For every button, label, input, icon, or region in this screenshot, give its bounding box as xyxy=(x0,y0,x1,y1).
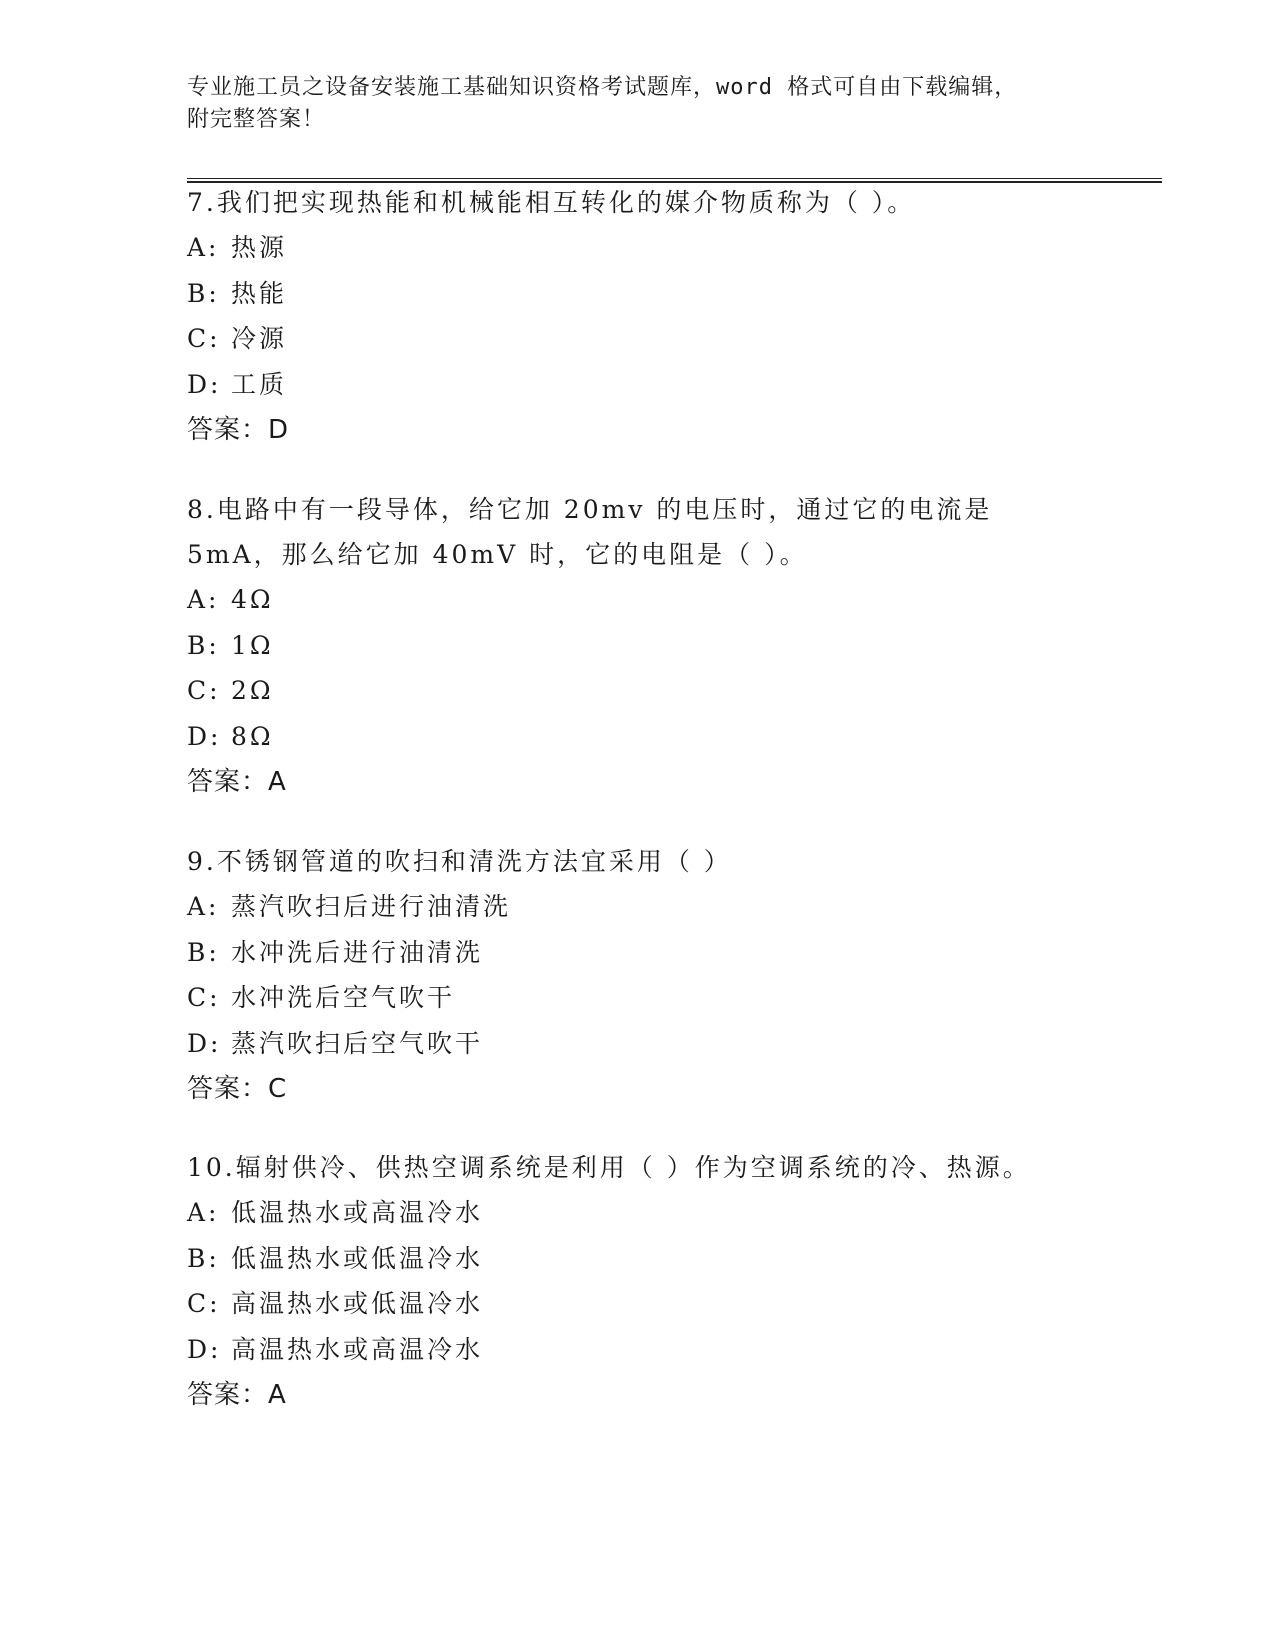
option-c: C: 高温热水或低温冷水 xyxy=(187,1289,484,1319)
option-a: A: 蒸汽吹扫后进行油清洗 xyxy=(187,892,512,921)
option-a: A: 低温热水或高温冷水 xyxy=(187,1198,484,1227)
header-line-2: 附完整答案！ xyxy=(187,107,326,132)
document-header xyxy=(187,72,1087,136)
question-stem: 7.我们把实现热能和机械能相互转化的媒介物质称为（ ）。 xyxy=(187,188,916,217)
option-a: A: 4Ω xyxy=(187,585,274,614)
option-a: A: 热源 xyxy=(187,233,288,262)
option-b: B: 热能 xyxy=(187,278,288,308)
header-line-1: 专业施工员之设备安装施工基础知识资格考试题库，word 格式可自由下载编辑， xyxy=(187,75,1018,100)
question-stem: 10.辐射供冷、供热空调系统是利用（ ）作为空调系统的冷、热源。 xyxy=(187,1153,1031,1182)
answer: 答案：C xyxy=(187,1074,288,1105)
question-7 xyxy=(187,180,1162,453)
answer: 答案：D xyxy=(187,415,290,446)
option-d: D: 蒸汽吹扫后空气吹干 xyxy=(187,1028,484,1058)
option-c: C: 水冲洗后空气吹干 xyxy=(187,983,456,1013)
answer: 答案：A xyxy=(187,1380,287,1411)
question-9 xyxy=(187,839,1162,1112)
option-d: D: 工质 xyxy=(187,369,288,399)
answer: 答案：A xyxy=(187,767,287,798)
option-d: D: 高温热水或高温冷水 xyxy=(187,1334,484,1364)
option-c: C: 冷源 xyxy=(187,324,288,354)
question-8 xyxy=(187,487,1162,805)
option-b: B: 水冲洗后进行油清洗 xyxy=(187,937,484,967)
option-b: B: 1Ω xyxy=(187,630,274,660)
question-stem: 8.电路中有一段导体，给它加 20mv 的电压时，通过它的电流是 5mA，那么给它加 40mV 时，它的电阻是（ ）。 xyxy=(187,495,993,569)
option-d: D: 8Ω xyxy=(187,721,274,751)
question-stem: 9.不锈钢管道的吹扫和清洗方法宜采用（ ） xyxy=(187,847,732,876)
question-10 xyxy=(187,1145,1162,1418)
option-c: C: 2Ω xyxy=(187,676,274,706)
option-b: B: 低温热水或低温冷水 xyxy=(187,1243,484,1273)
